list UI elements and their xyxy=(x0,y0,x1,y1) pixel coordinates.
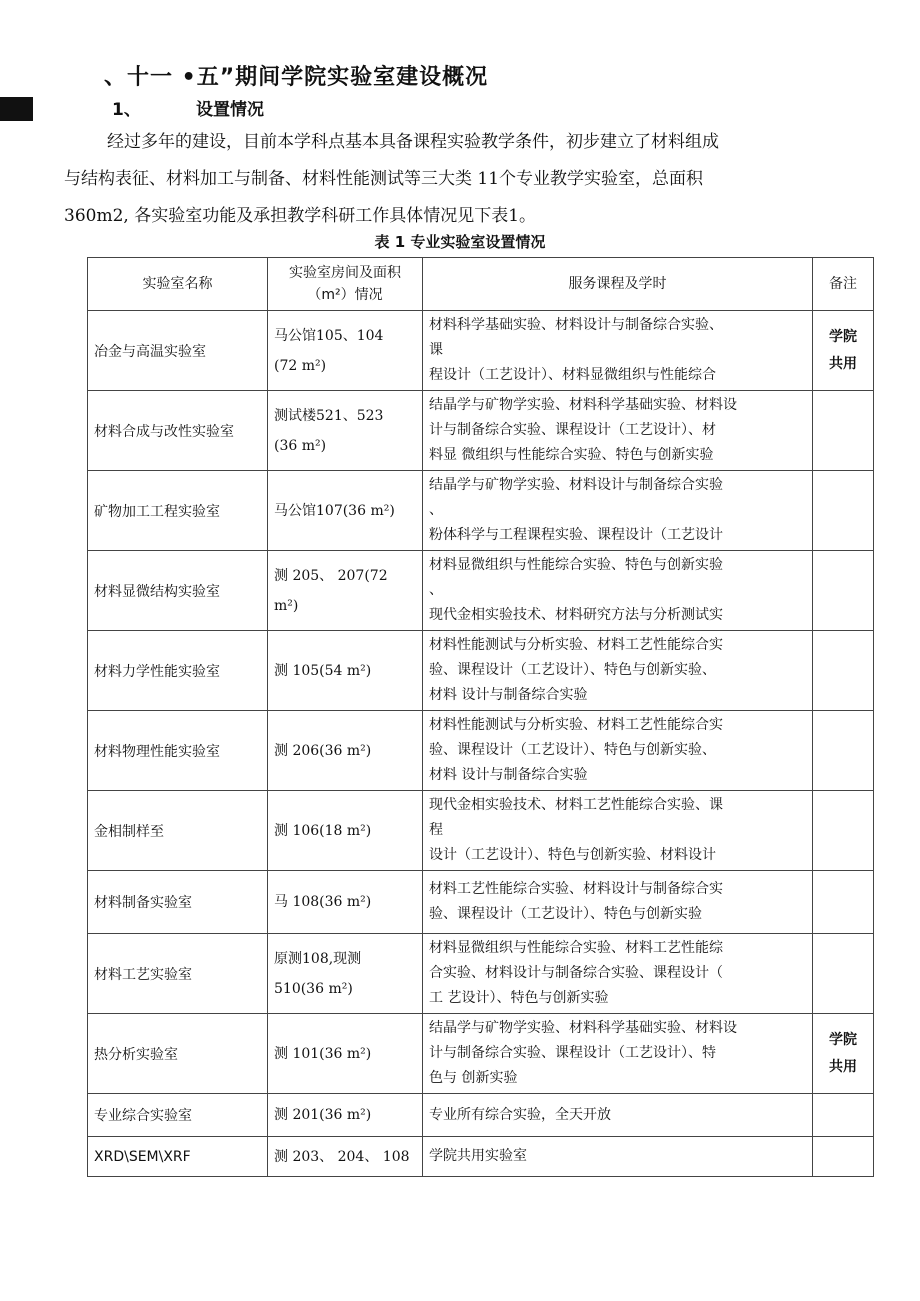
room-area-line: 马 108(36 m²) xyxy=(274,894,372,910)
course-line: 验、课程设计（工艺设计）、特色与创新实验、 xyxy=(429,742,716,758)
page-title: 、十一 •五”期间学院实验室建设概况 xyxy=(104,65,489,90)
note-cell xyxy=(813,871,874,934)
courses-cell xyxy=(423,791,813,871)
room-area-cell xyxy=(268,1137,423,1177)
room-area-line: 测 101(36 m²) xyxy=(274,1045,372,1062)
courses-cell xyxy=(423,631,813,711)
section-number: 1、 xyxy=(112,100,141,120)
note-cell xyxy=(813,1094,874,1137)
course-line: 计与制备综合实验、课程设计（工艺设计）、材 xyxy=(429,422,716,438)
course-line: 材料性能测试与分析实验、材料工艺性能综合实 xyxy=(429,717,723,733)
course-line: 程 xyxy=(429,822,443,838)
room-area-line: 测 105(54 m²) xyxy=(274,662,372,679)
course-line: 结晶学与矿物学实验、材料设计与制备综合实验 xyxy=(429,477,723,493)
table-row xyxy=(88,551,874,631)
section-heading xyxy=(112,95,264,120)
note-cell xyxy=(813,791,874,871)
room-area-line: 510(36 m²) xyxy=(274,980,353,997)
courses-cell xyxy=(423,934,813,1014)
course-line: 计与制备综合实验、课程设计（工艺设计）、特 xyxy=(429,1045,716,1061)
note-cell xyxy=(813,934,874,1014)
note-cell xyxy=(813,551,874,631)
course-line: 专业所有综合实验，全天开放 xyxy=(429,1106,611,1123)
table-row xyxy=(88,391,874,471)
room-area-line: m²) xyxy=(274,597,299,614)
course-line: 粉体科学与工程课程实验、课程设计（工艺设计 xyxy=(429,527,723,543)
course-line: 料显 微组织与性能综合实验、特色与创新实验 xyxy=(429,447,714,463)
room-area-cell xyxy=(268,631,423,711)
table-row xyxy=(88,311,874,391)
course-line: 结晶学与矿物学实验、材料科学基础实验、材料设 xyxy=(429,397,737,413)
room-area-cell xyxy=(268,1014,423,1094)
course-line: 程设计（工艺设计）、材料显微组织与性能综合 xyxy=(429,367,716,383)
room-area-cell xyxy=(268,391,423,471)
header-courses: 服务课程及学时 xyxy=(423,258,813,311)
room-area-line: 马公馆107(36 m²) xyxy=(274,502,395,519)
lab-name-cell: 热分析实验室 xyxy=(88,1014,268,1094)
note-text: 学院 xyxy=(829,328,857,345)
room-area-cell xyxy=(268,934,423,1014)
note-cell xyxy=(813,631,874,711)
table-row xyxy=(88,471,874,551)
room-area-line: (72 m²) xyxy=(274,357,327,374)
table-row xyxy=(88,1137,874,1177)
course-line: 材料 设计与制备综合实验 xyxy=(429,767,588,783)
courses-cell xyxy=(423,1137,813,1177)
lab-name-cell: XRD\SEM\XRF xyxy=(88,1137,268,1177)
course-line: 色与 创新实验 xyxy=(429,1070,518,1086)
header-lab-name: 实验室名称 xyxy=(88,258,268,311)
course-line: 工 艺设计）、特色与创新实验 xyxy=(429,990,609,1006)
course-line: 、 xyxy=(429,582,443,598)
room-area-line: 原测108,现测 xyxy=(274,950,362,967)
room-area-cell xyxy=(268,791,423,871)
lab-name-cell: 材料工艺实验室 xyxy=(88,934,268,1014)
course-line: 、 xyxy=(429,502,443,518)
table-row xyxy=(88,1094,874,1137)
lab-name-cell: 材料合成与改性实验室 xyxy=(88,391,268,471)
table-row xyxy=(88,711,874,791)
header-note: 备注 xyxy=(813,258,874,311)
note-text: 学院 xyxy=(829,1031,857,1048)
course-line: 设计（工艺设计）、特色与创新实验、材料设计 xyxy=(429,847,716,863)
room-area-line: 测 106(18 m²) xyxy=(274,822,372,839)
course-line: 结晶学与矿物学实验、材料科学基础实验、材料设 xyxy=(429,1020,737,1036)
lab-name-cell: 材料显微结构实验室 xyxy=(88,551,268,631)
courses-cell xyxy=(423,311,813,391)
courses-cell xyxy=(423,551,813,631)
note-text: 共用 xyxy=(829,1058,857,1075)
lab-table xyxy=(87,257,874,1177)
section-title: 设置情况 xyxy=(196,100,264,120)
room-area-cell xyxy=(268,871,423,934)
note-cell xyxy=(813,711,874,791)
course-line: 材料显微组织与性能综合实验、特色与创新实验 xyxy=(429,557,723,573)
room-area-line: 测 206(36 m²) xyxy=(274,742,372,759)
lab-name-cell: 矿物加工工程实验室 xyxy=(88,471,268,551)
room-area-line: 马公馆105、104 xyxy=(274,327,384,344)
course-line: 验、课程设计（工艺设计）、特色与创新实验、 xyxy=(429,662,716,678)
lab-name-cell: 材料力学性能实验室 xyxy=(88,631,268,711)
course-line: 材料显微组织与性能综合实验、材料工艺性能综 xyxy=(429,940,723,956)
course-line: 材料 设计与制备综合实验 xyxy=(429,687,588,703)
courses-cell xyxy=(423,471,813,551)
room-area-line: 测 203、 204、 108 xyxy=(274,1148,410,1165)
intro-paragraph xyxy=(64,124,844,235)
header-room-area xyxy=(268,258,423,311)
course-line: 课 xyxy=(429,342,443,358)
course-line: 材料科学基础实验、材料设计与制备综合实验、 xyxy=(429,317,723,333)
table-header-row xyxy=(88,258,874,311)
table-row xyxy=(88,871,874,934)
room-area-cell xyxy=(268,1094,423,1137)
intro-line: 经过多年的建设，目前本学科点基本具备课程实验教学条件，初步建立了材料组成 xyxy=(107,132,719,152)
intro-line: 360m2, 各实验室功能及承担教学科研工作具体情况见下表1。 xyxy=(64,206,537,226)
course-line: 材料工艺性能综合实验、材料设计与制备综合实 xyxy=(429,881,723,897)
lab-table-body xyxy=(88,311,874,1177)
room-area-cell xyxy=(268,311,423,391)
lab-name-cell: 金相制样至 xyxy=(88,791,268,871)
room-area-line: 测 201(36 m²) xyxy=(274,1107,372,1123)
note-cell xyxy=(813,1137,874,1177)
note-cell xyxy=(813,311,874,391)
note-cell xyxy=(813,391,874,471)
courses-cell xyxy=(423,871,813,934)
course-line: 合实验、材料设计与制备综合实验、课程设计（ xyxy=(429,965,723,981)
table-row xyxy=(88,934,874,1014)
room-area-line: 测 205、 207(72 xyxy=(274,567,388,584)
course-line: 现代金相实验技术、材料工艺性能综合实验、课 xyxy=(429,797,723,813)
note-text: 共用 xyxy=(829,355,857,372)
courses-cell xyxy=(423,1094,813,1137)
room-area-line: (36 m²) xyxy=(274,437,327,454)
lab-name-cell: 材料制备实验室 xyxy=(88,871,268,934)
table-row xyxy=(88,791,874,871)
header-room-area-line1: 实验室房间及面积 xyxy=(289,265,401,281)
course-line: 现代金相实验技术、材料研究方法与分析测试实 xyxy=(429,607,723,623)
courses-cell xyxy=(423,391,813,471)
note-cell xyxy=(813,471,874,551)
course-line: 学院共用实验室 xyxy=(429,1148,527,1164)
table-row xyxy=(88,1014,874,1094)
page-corner-mark xyxy=(0,97,33,121)
lab-name-cell: 材料物理性能实验室 xyxy=(88,711,268,791)
lab-name-cell: 冶金与高温实验室 xyxy=(88,311,268,391)
table-caption: 表 1 专业实验室设置情况 xyxy=(374,233,546,251)
room-area-cell xyxy=(268,471,423,551)
intro-line: 与结构表征、材料加工与制备、材料性能测试等三大类 11个专业教学实验室，总面积 xyxy=(64,169,704,189)
lab-name-cell: 专业综合实验室 xyxy=(88,1094,268,1137)
courses-cell xyxy=(423,711,813,791)
course-line: 材料性能测试与分析实验、材料工艺性能综合实 xyxy=(429,637,723,653)
course-line: 验、课程设计（工艺设计）、特色与创新实验 xyxy=(429,906,702,922)
note-cell xyxy=(813,1014,874,1094)
room-area-line: 测试楼521、523 xyxy=(274,407,384,424)
header-room-area-line2: （m²）情况 xyxy=(307,287,383,303)
courses-cell xyxy=(423,1014,813,1094)
room-area-cell xyxy=(268,711,423,791)
room-area-cell xyxy=(268,551,423,631)
table-row xyxy=(88,631,874,711)
